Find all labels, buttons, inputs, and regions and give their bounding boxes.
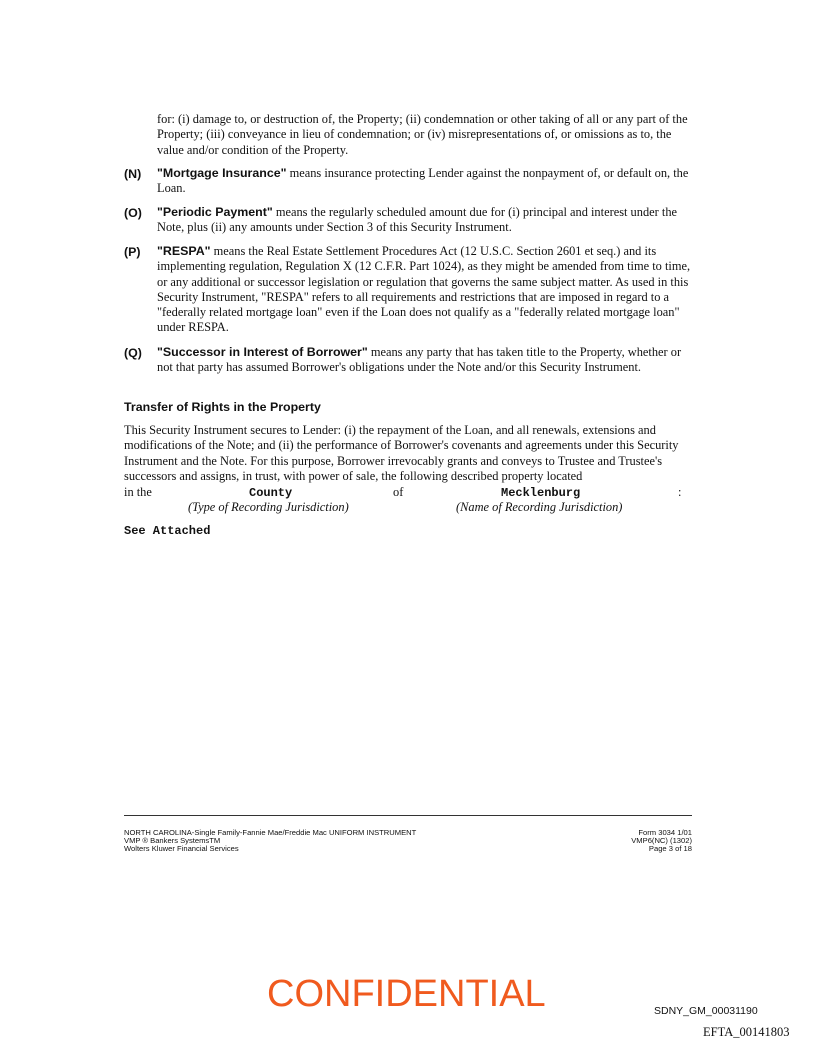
definition-label-p: (P) [124, 245, 141, 259]
transfer-paragraph: This Security Instrument secures to Lender: (i) the repayment of the Loan, and all renewals, extensions and modifications of the Note; and (ii) the performance of Borrower's covenants and agreements under this Security Instrument and the Note. For this purpose, Borrower irrevocably grants and conveys to Trustee and Trustee's successors and assigns, in trust, with power of sale, the following described property located [124, 423, 679, 483]
jurisdiction-type-value: County [249, 486, 293, 500]
footer-right [631, 829, 692, 854]
definition-label-n: (N) [124, 167, 142, 181]
definition-label-q: (Q) [124, 346, 142, 360]
footer-left [124, 829, 416, 854]
jurisdiction-name-caption: (Name of Recording Jurisdiction) [456, 500, 623, 514]
definition-text-q: means any party that has taken title to the Property, whether or not that party has assumed Borrower's obligations under the Note and/or this Security Instrument. [157, 345, 682, 375]
definition-term-p: "RESPA" [157, 244, 211, 258]
confidential-stamp: CONFIDENTIAL [267, 973, 546, 1015]
footer-right-line3: Page 3 of 18 [648, 844, 692, 854]
section-heading: Transfer of Rights in the Property [124, 400, 321, 414]
definition-term-o: "Periodic Payment" [157, 205, 273, 219]
property-description: See Attached [124, 524, 211, 538]
footer-left-line3: Wolters Kluwer Financial Services [124, 844, 239, 854]
jurisdiction-of: of [393, 485, 404, 499]
footer-right-line1: Form 3034 1/01 [638, 828, 692, 837]
definition-text-o: means the regularly scheduled amount due for (i) principal and interest under the Note, plus (ii) any amounts under Section 3 of this Security Instrument. [157, 205, 678, 235]
footer-left-line2: VMP ® Bankers SystemsTM [124, 836, 221, 846]
definition-n [157, 166, 693, 197]
footer-rule [124, 815, 692, 816]
jurisdiction-prefix: in the [124, 485, 152, 499]
definition-term-n: "Mortgage Insurance" [157, 166, 287, 180]
jurisdiction-colon: : [678, 485, 682, 499]
bates-number-sdny: SDNY_GM_00031190 [654, 1005, 758, 1017]
definition-o [157, 205, 693, 236]
bates-number-efta: EFTA_00141803 [703, 1025, 790, 1039]
definition-text-p: means the Real Estate Settlement Procedures Act (12 U.S.C. Section 2601 et seq.) and its implementing regulation, Regulation X (12 C.F.R. Part 1024), as they might be amended from time to time, or any additional or successor legislation or regulation that governs the same subject matter. As used in this Security Instrument, "RESPA" refers to all requirements and restrictions that are imposed in regard to a "federally related mortgage loan" even if the Loan does not qualify as a "federally related mortgage loan" under RESPA. [157, 244, 691, 335]
definition-label-o: (O) [124, 206, 142, 220]
definition-text-n: means insurance protecting Lender against the nonpayment of, or default on, the Loan. [157, 166, 689, 196]
footer-left-line1: NORTH CAROLINA-Single Family-Fannie Mae/Freddie Mac UNIFORM INSTRUMENT [124, 828, 417, 837]
jurisdiction-type-caption: (Type of Recording Jurisdiction) [188, 500, 349, 514]
footer-right-line2: VMP6(NC) (1302) [631, 836, 692, 846]
definition-q [157, 345, 693, 376]
jurisdiction-name-value: Mecklenburg [501, 486, 581, 500]
continuation-paragraph: for: (i) damage to, or destruction of, the Property; (ii) condemnation or other taking of all or any part of the Property; (iii) conveyance in lieu of condemnation; or (iv) misrepresentations of, or omissions as to, the value and/or condition of the Property. [157, 112, 688, 157]
definition-p [157, 244, 693, 336]
definition-term-q: "Successor in Interest of Borrower" [157, 345, 368, 359]
